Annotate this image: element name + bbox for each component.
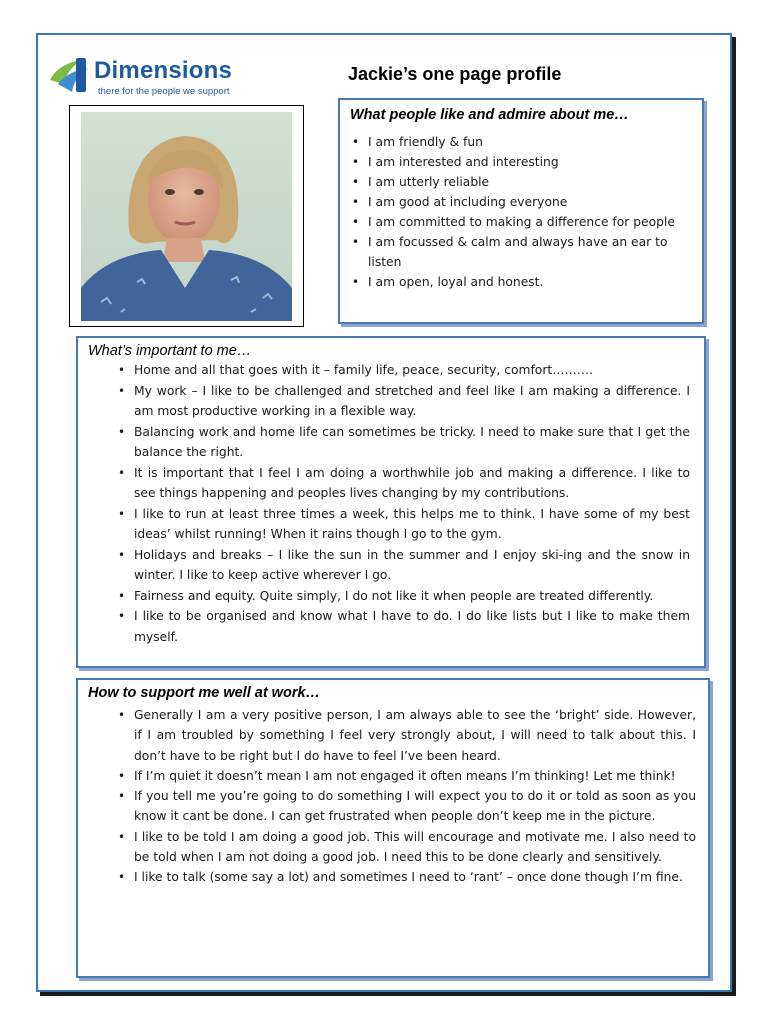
list-item: • I am open, loyal and honest.: [346, 272, 686, 292]
page-title: Jackie’s one page profile: [348, 64, 562, 84]
list-item: • I like to be told I am doing a good job. This will encourage and motivate me. I also need to be told when I am not doing a good job. I need this to be done clearly and sensitively.: [112, 827, 696, 868]
list-item: • I am good at including everyone: [346, 192, 686, 212]
admire-section: [338, 98, 704, 324]
list-item: • I like to run at least three times a week, this helps me to think. I have some of my best ideas’ whilst running! When it rains though I go to the gym.: [112, 504, 690, 545]
list-item: • I am interested and interesting: [346, 152, 686, 172]
photo-frame: [69, 105, 304, 327]
important-heading: What’s important to me…: [88, 343, 252, 359]
list-item: • I am friendly & fun: [346, 132, 686, 152]
list-item: • It is important that I feel I am doing a worthwhile job and making a difference. I like to see things happening and peoples lives changing by my contributions.: [112, 463, 690, 504]
dimensions-logo: [48, 52, 258, 102]
list-item: • Generally I am a very positive person, I am always able to see the ‘bright’ side. However, if I am troubled by something I feel very strongly about, I will need to talk about this. I don’t have to be right but I do have to feel I’ve been heard.: [112, 705, 696, 766]
logo-name: Dimensions: [94, 57, 233, 84]
list-item: • Home and all that goes with it – family life, peace, security, comfort……….: [112, 360, 690, 381]
list-item: • I like to talk (some say a lot) and sometimes I need to ‘rant’ – once done though I’m fine.: [112, 867, 696, 887]
list-item: • I am committed to making a difference for people: [346, 212, 686, 232]
important-section: [76, 336, 706, 668]
list-item: • I am utterly reliable: [346, 172, 686, 192]
profile-photo: [81, 112, 292, 321]
support-section: [76, 678, 710, 978]
support-list: [112, 705, 696, 888]
list-item: • Holidays and breaks – I like the sun in the summer and I enjoy ski-ing and the snow in winter. I like to keep active wherever I go.: [112, 545, 690, 586]
admire-list: [346, 132, 686, 292]
admire-heading: What people like and admire about me…: [350, 107, 629, 123]
important-list: [112, 360, 690, 647]
list-item: • If I’m quiet it doesn’t mean I am not engaged it often means I’m thinking! Let me think!: [112, 766, 696, 786]
dimensions-logo-mark-icon: [48, 54, 94, 96]
list-item: • Balancing work and home life can sometimes be tricky. I need to make sure that I get the balance the right.: [112, 422, 690, 463]
list-item: • I like to be organised and know what I have to do. I do like lists but I like to make them myself.: [112, 606, 690, 647]
list-item: • I am focussed & calm and always have an ear to listen: [346, 232, 686, 272]
list-item: • My work – I like to be challenged and stretched and feel like I am making a difference. I am most productive working in a flexible way.: [112, 381, 690, 422]
support-heading: How to support me well at work…: [88, 685, 321, 701]
list-item: • Fairness and equity. Quite simply, I do not like it when people are treated differently.: [112, 586, 690, 607]
logo-tagline: there for the people we support: [98, 86, 230, 97]
list-item: • If you tell me you’re going to do something I will expect you to do it or told as soon as you know it cant be done. I can get frustrated when people don’t keep me in the picture.: [112, 786, 696, 827]
